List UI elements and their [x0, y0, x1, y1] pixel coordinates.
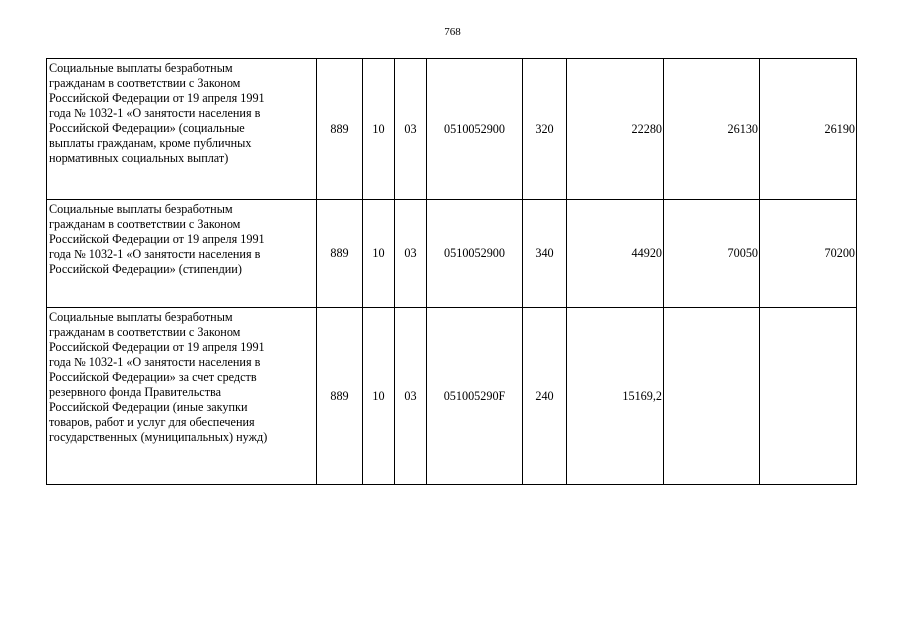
expense-type-code: 340 [523, 200, 567, 308]
amount-year-2: 70050 [664, 200, 760, 308]
ministry-code: 889 [317, 308, 363, 485]
budget-table [46, 58, 857, 485]
table-row [47, 308, 857, 485]
section-code: 10 [363, 200, 395, 308]
target-article-code: 0510052900 [427, 200, 523, 308]
section-code: 10 [363, 59, 395, 200]
subsection-code: 03 [395, 59, 427, 200]
amount-year-2: 26130 [664, 59, 760, 200]
amount-year-1: 44920 [567, 200, 664, 308]
row-description: Социальные выплаты безработным гражданам в соответствии с Законом Российской Федерации от 19 апреля 1991 года № 1032-1 «О занятости населения в Российской Федерации» (стипендии) [47, 200, 317, 308]
section-code: 10 [363, 308, 395, 485]
ministry-code: 889 [317, 59, 363, 200]
amount-year-1: 22280 [567, 59, 664, 200]
row-description: Социальные выплаты безработным гражданам в соответствии с Законом Российской Федерации от 19 апреля 1991 года № 1032-1 «О занятости населения в Российской Федерации» (социальные выплаты гражданам, кроме публичных нормативных социальных выплат) [47, 59, 317, 200]
amount-year-3: 70200 [760, 200, 857, 308]
row-description: Социальные выплаты безработным гражданам в соответствии с Законом Российской Федерации от 19 апреля 1991 года № 1032-1 «О занятости населения в Российской Федерации» за счет средств резервного фонда Правительства Российской Федерации (иные закупки товаров, работ и услуг для обеспечения государственных (муниципальных) нужд) [47, 308, 317, 485]
expense-type-code: 320 [523, 59, 567, 200]
table-row [47, 200, 857, 308]
subsection-code: 03 [395, 200, 427, 308]
amount-year-3 [760, 308, 857, 485]
amount-year-3: 26190 [760, 59, 857, 200]
target-article-code: 051005290F [427, 308, 523, 485]
ministry-code: 889 [317, 200, 363, 308]
target-article-code: 0510052900 [427, 59, 523, 200]
amount-year-2 [664, 308, 760, 485]
subsection-code: 03 [395, 308, 427, 485]
amount-year-1: 15169,2 [567, 308, 664, 485]
table-row [47, 59, 857, 200]
expense-type-code: 240 [523, 308, 567, 485]
page-number: 768 [444, 26, 461, 38]
